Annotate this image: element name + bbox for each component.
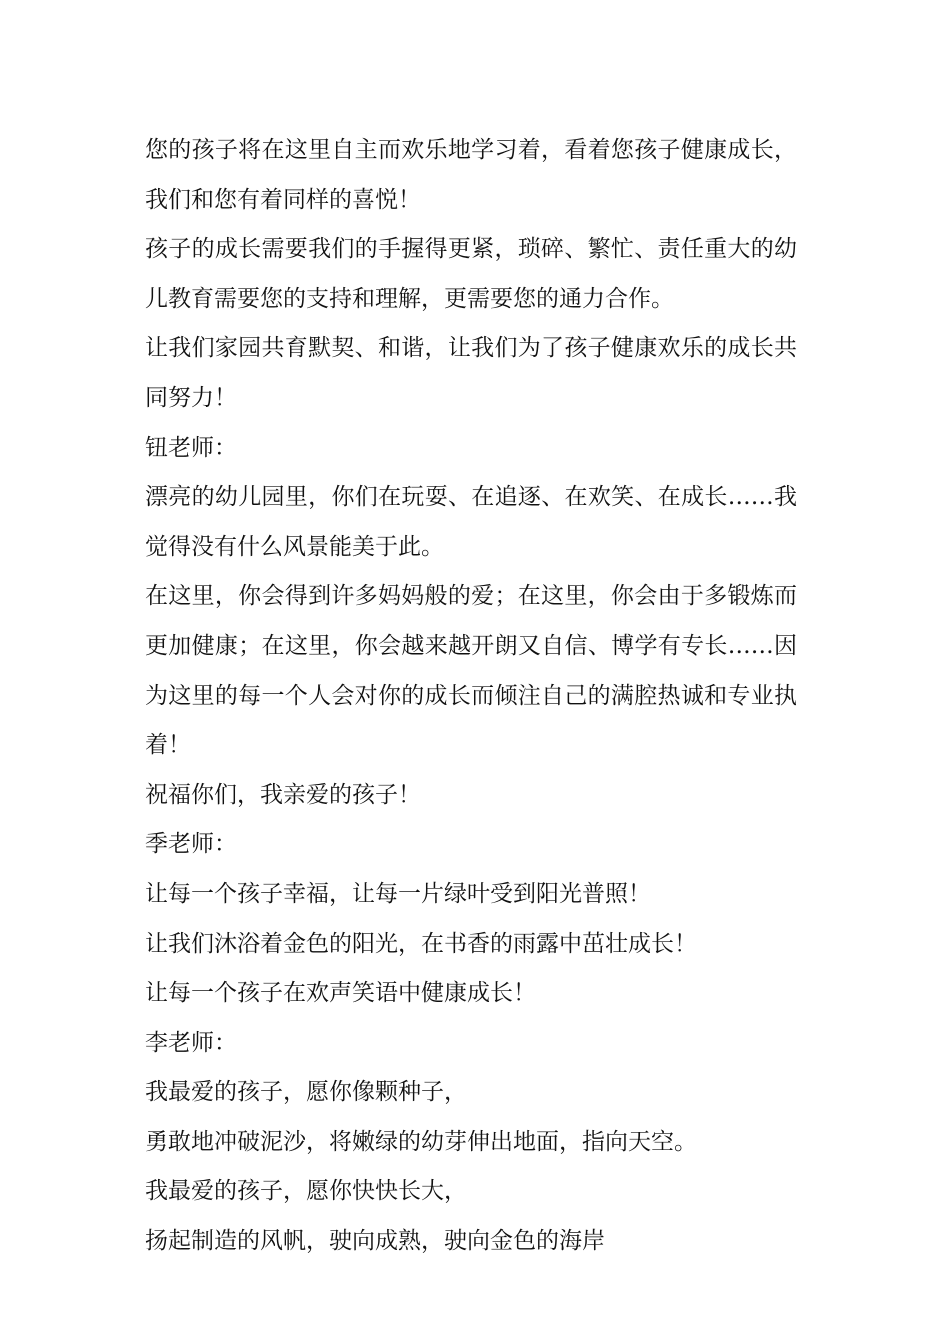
paragraph-8: 让我们沐浴着金色的阳光，在书香的雨露中茁壮成长！ [145, 930, 697, 957]
paragraph-5: 在这里，你会得到许多妈妈般的爱；在这里，你会由于多锻炼而更加健康；在这里，你会越来越开朗又自信、博学有专长……因为这里的每一个人会对你的成长而倾注自己的满腔热诚和专业执着！ [145, 583, 797, 759]
paragraph-3: 让我们家园共育默契、和谐，让我们为了孩子健康欢乐的成长共同努力！ [145, 335, 797, 411]
paragraph-2: 孩子的成长需要我们的手握得更紧，琐碎、繁忙、责任重大的幼儿教育需要您的支持和理解，更需要您的通力合作。 [145, 236, 797, 312]
paragraph-4: 漂亮的幼儿园里，你们在玩耍、在追逐、在欢笑、在成长……我觉得没有什么风景能美于此。 [145, 484, 797, 560]
paragraph-1: 您的孩子将在这里自主而欢乐地学习着，看着您孩子健康成长，我们和您有着同样的喜悦！ [145, 137, 797, 213]
signature-ji: 季老师： [145, 831, 237, 858]
paragraph-12: 我最爱的孩子，愿你快快长大， [145, 1178, 467, 1205]
signature-li: 李老师： [145, 1029, 237, 1056]
paragraph-11: 勇敢地冲破泥沙，将嫩绿的幼芽伸出地面，指向天空。 [145, 1128, 697, 1155]
paragraph-13: 扬起制造的风帆，驶向成熟，驶向金色的海岸 [145, 1228, 605, 1255]
paragraph-6: 祝福你们，我亲爱的孩子！ [145, 781, 421, 808]
signature-niu: 钮老师： [145, 434, 237, 461]
paragraph-7: 让每一个孩子幸福，让每一片绿叶受到阳光普照！ [145, 880, 651, 907]
paragraph-9: 让每一个孩子在欢声笑语中健康成长！ [145, 980, 536, 1007]
document-body [145, 126, 797, 1267]
paragraph-10: 我最爱的孩子，愿你像颗种子， [145, 1079, 467, 1106]
